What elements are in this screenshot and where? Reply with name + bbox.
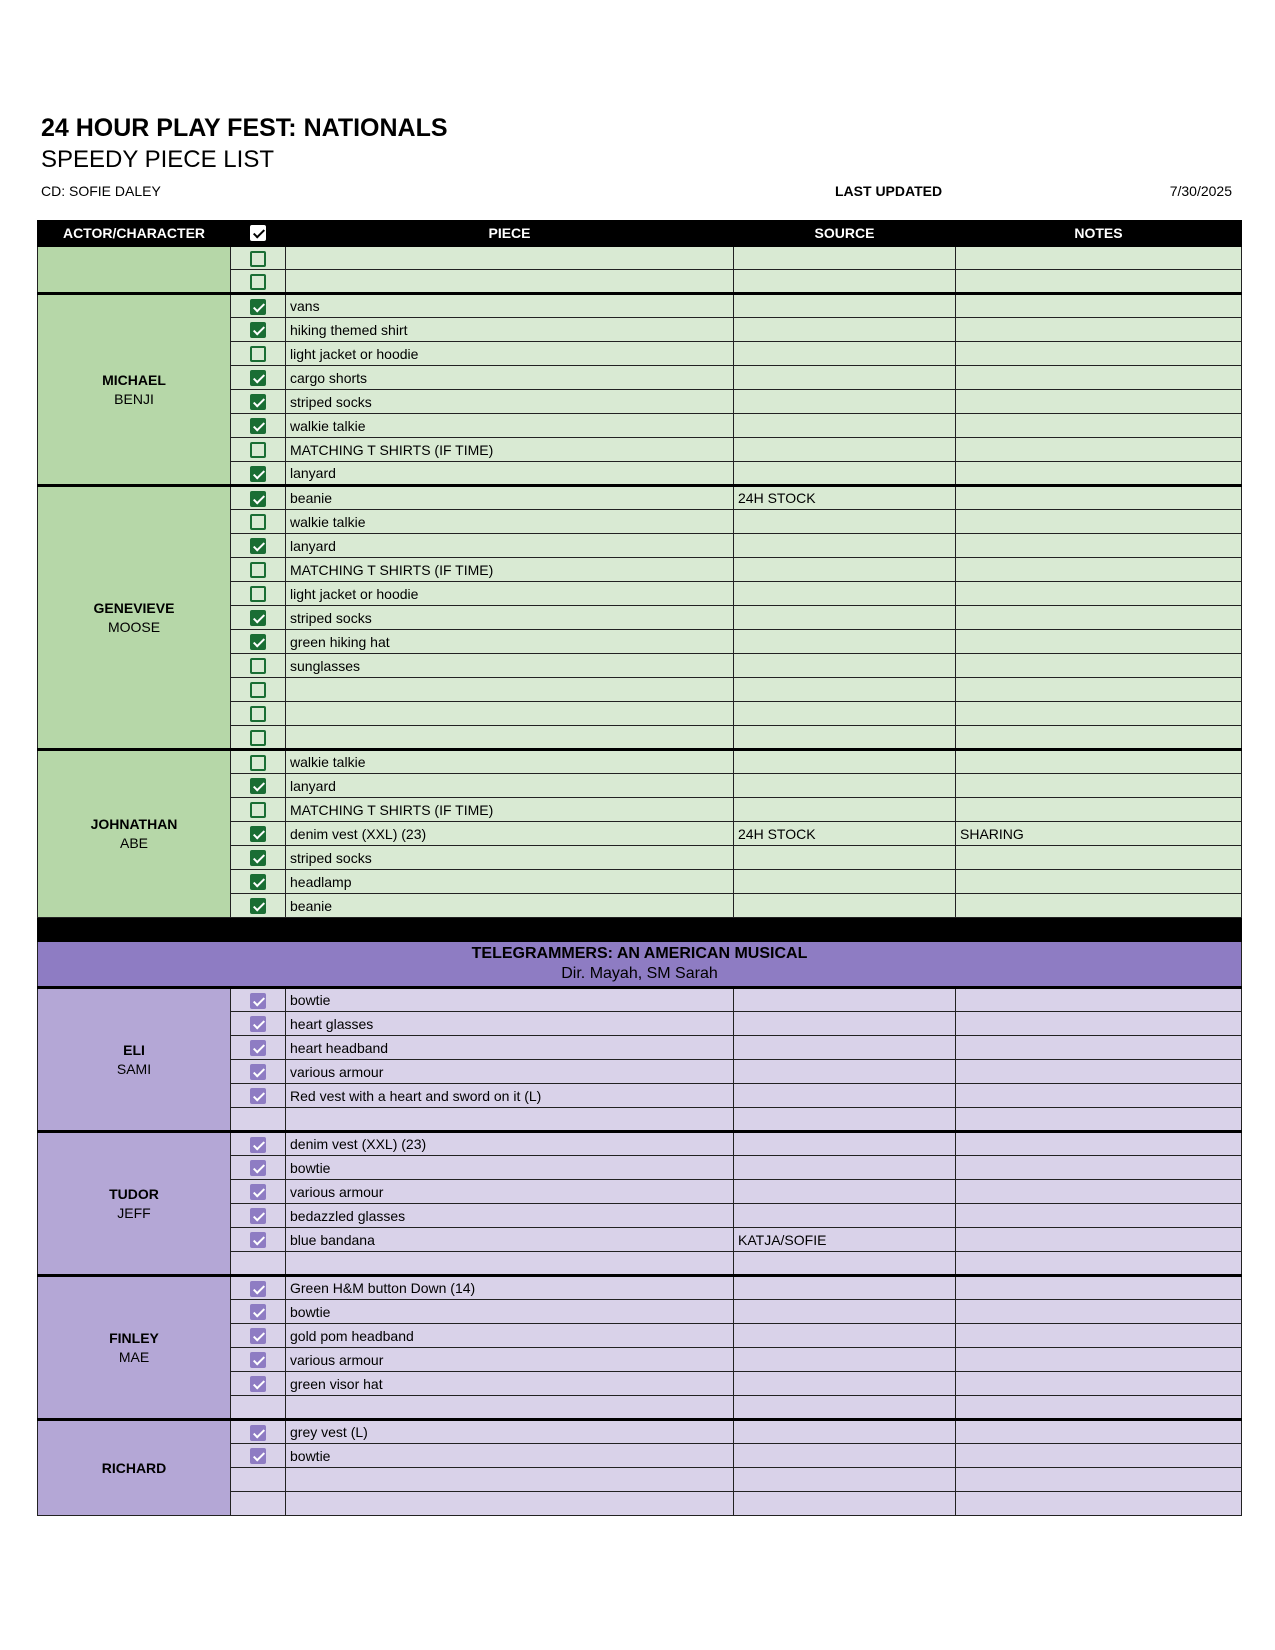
source-cell[interactable] <box>734 1108 956 1132</box>
piece-cell[interactable] <box>286 270 734 294</box>
checked-checkbox[interactable] <box>250 1448 266 1464</box>
check-cell <box>231 774 286 798</box>
check-cell <box>231 534 286 558</box>
header-row <box>38 221 1242 246</box>
check-cell <box>231 1132 286 1156</box>
check-cell <box>231 1324 286 1348</box>
check-cell <box>231 1492 286 1516</box>
check-cell <box>231 486 286 510</box>
source-cell[interactable] <box>734 606 956 630</box>
table-row <box>38 294 1242 318</box>
unchecked-checkbox[interactable] <box>250 274 266 290</box>
source-cell[interactable] <box>734 318 956 342</box>
table-row <box>38 486 1242 510</box>
notes-cell[interactable] <box>956 294 1242 318</box>
notes-cell[interactable] <box>956 1204 1242 1228</box>
check-cell <box>231 750 286 774</box>
check-cell <box>231 1036 286 1060</box>
source-cell[interactable] <box>734 1156 956 1180</box>
checked-checkbox[interactable] <box>250 1208 266 1224</box>
actor-cell <box>38 486 231 750</box>
notes-cell[interactable] <box>956 1012 1242 1036</box>
check-cell <box>231 558 286 582</box>
notes-cell[interactable] <box>956 678 1242 702</box>
notes-cell[interactable] <box>956 534 1242 558</box>
source-cell[interactable]: KATJA/SOFIE <box>734 1228 956 1252</box>
piece-cell[interactable] <box>286 678 734 702</box>
check-cell <box>231 870 286 894</box>
piece-list-table <box>37 220 1242 1516</box>
notes-cell[interactable] <box>956 750 1242 774</box>
piece-cell[interactable]: Green H&M button Down (14) <box>286 1276 734 1300</box>
piece-cell[interactable]: blue bandana <box>286 1228 734 1252</box>
check-cell <box>231 678 286 702</box>
actor-cell <box>38 1276 231 1420</box>
actor-name: MICHAEL <box>102 371 166 388</box>
source-cell[interactable] <box>734 1204 956 1228</box>
source-cell[interactable] <box>734 510 956 534</box>
piece-cell[interactable] <box>286 1396 734 1420</box>
source-cell[interactable]: 24H STOCK <box>734 822 956 846</box>
piece-cell[interactable]: various armour <box>286 1348 734 1372</box>
source-cell[interactable] <box>734 390 956 414</box>
check-cell <box>231 1468 286 1492</box>
piece-cell[interactable]: bowtie <box>286 988 734 1012</box>
check-cell <box>231 462 286 486</box>
source-cell[interactable] <box>734 726 956 750</box>
piece-cell[interactable]: walkie talkie <box>286 750 734 774</box>
check-cell <box>231 342 286 366</box>
actor-name: JOHNATHAN <box>90 816 178 832</box>
actor-cell <box>38 294 231 486</box>
notes-cell[interactable] <box>956 726 1242 750</box>
unchecked-checkbox[interactable] <box>250 514 266 530</box>
piece-cell[interactable]: Red vest with a heart and sword on it (L) <box>286 1084 734 1108</box>
piece-cell[interactable]: lanyard <box>286 774 734 798</box>
check-cell <box>231 582 286 606</box>
notes-cell[interactable] <box>956 894 1242 918</box>
check-cell <box>231 366 286 390</box>
checked-checkbox[interactable] <box>250 1184 266 1200</box>
meta-row <box>41 178 1235 204</box>
piece-cell[interactable]: heart glasses <box>286 1012 734 1036</box>
notes-cell[interactable] <box>956 988 1242 1012</box>
notes-cell[interactable] <box>956 1444 1242 1468</box>
source-cell[interactable] <box>734 1180 956 1204</box>
checked-checkbox[interactable] <box>250 491 266 507</box>
actor-name: TUDOR <box>109 1185 159 1202</box>
check-cell <box>231 822 286 846</box>
check-cell <box>231 1420 286 1444</box>
source-cell[interactable] <box>734 654 956 678</box>
checked-checkbox[interactable] <box>250 1328 266 1344</box>
piece-cell[interactable]: bedazzled glasses <box>286 1204 734 1228</box>
checked-checkbox[interactable] <box>250 993 266 1009</box>
piece-cell[interactable]: green visor hat <box>286 1372 734 1396</box>
source-cell[interactable] <box>734 1420 956 1444</box>
notes-cell[interactable] <box>956 1468 1242 1492</box>
piece-cell[interactable]: bowtie <box>286 1444 734 1468</box>
notes-cell[interactable] <box>956 1300 1242 1324</box>
actor-name: ELI <box>123 1041 145 1058</box>
notes-cell[interactable] <box>956 1036 1242 1060</box>
notes-cell[interactable] <box>956 1228 1242 1252</box>
piece-cell[interactable] <box>286 1468 734 1492</box>
source-cell[interactable] <box>734 438 956 462</box>
unchecked-checkbox[interactable] <box>250 251 266 267</box>
check-cell <box>231 1204 286 1228</box>
notes-cell[interactable] <box>956 1372 1242 1396</box>
source-cell[interactable] <box>734 846 956 870</box>
piece-cell[interactable]: grey vest (L) <box>286 1420 734 1444</box>
unchecked-checkbox[interactable] <box>250 442 266 458</box>
notes-cell[interactable] <box>956 438 1242 462</box>
check-cell <box>231 1276 286 1300</box>
character-name: SAMI <box>116 1060 152 1077</box>
source-cell[interactable] <box>734 1252 956 1276</box>
check-cell <box>231 1084 286 1108</box>
piece-cell[interactable]: various armour <box>286 1060 734 1084</box>
show-title: TELEGRAMMERS: AN AMERICAN MUSICAL <box>471 945 808 962</box>
checked-checkbox[interactable] <box>250 1064 266 1080</box>
divider-cell <box>38 918 1242 942</box>
check-cell <box>231 1180 286 1204</box>
col-notes-header: NOTES <box>956 221 1242 246</box>
checked-checkbox[interactable] <box>250 1281 266 1297</box>
notes-cell[interactable] <box>956 582 1242 606</box>
check-cell <box>231 318 286 342</box>
notes-cell[interactable] <box>956 318 1242 342</box>
piece-cell[interactable]: striped socks <box>286 606 734 630</box>
check-cell <box>231 414 286 438</box>
page-title: 24 HOUR PLAY FEST: NATIONALS <box>41 114 448 142</box>
character-name: ABE <box>119 835 148 851</box>
notes-cell[interactable] <box>956 246 1242 270</box>
notes-cell[interactable] <box>956 1492 1242 1516</box>
checked-checkbox[interactable] <box>250 610 266 626</box>
check-cell <box>231 1348 286 1372</box>
actor-cell <box>38 1132 231 1276</box>
source-cell[interactable] <box>734 462 956 486</box>
piece-cell[interactable]: heart headband <box>286 1036 734 1060</box>
source-cell[interactable] <box>734 894 956 918</box>
notes-cell[interactable] <box>956 1084 1242 1108</box>
notes-cell[interactable] <box>956 1180 1242 1204</box>
check-cell <box>231 390 286 414</box>
source-cell[interactable] <box>734 1276 956 1300</box>
notes-cell[interactable] <box>956 510 1242 534</box>
check-cell <box>231 1252 286 1276</box>
source-cell[interactable]: 24H STOCK <box>734 486 956 510</box>
unchecked-checkbox[interactable] <box>250 755 266 771</box>
actor-name: RICHARD <box>101 1459 167 1476</box>
show-title-row <box>38 942 1242 988</box>
piece-cell[interactable]: walkie talkie <box>286 414 734 438</box>
actor-name: GENEVIEVE <box>93 599 175 616</box>
source-cell[interactable] <box>734 1084 956 1108</box>
source-cell[interactable] <box>734 798 956 822</box>
unchecked-checkbox[interactable] <box>250 730 266 746</box>
check-cell <box>231 702 286 726</box>
checked-checkbox[interactable] <box>250 418 266 434</box>
costume-designer: CD: SOFIE DALEY <box>41 183 161 199</box>
source-cell[interactable] <box>734 558 956 582</box>
source-cell[interactable] <box>734 582 956 606</box>
actor-cell <box>38 246 231 294</box>
actor-cell <box>38 988 231 1132</box>
checked-checkbox[interactable] <box>250 394 266 410</box>
actor-cell <box>38 750 231 918</box>
notes-cell[interactable] <box>956 1156 1242 1180</box>
source-cell[interactable] <box>734 988 956 1012</box>
piece-cell[interactable]: headlamp <box>286 870 734 894</box>
col-actor-header: ACTOR/CHARACTER <box>38 221 231 246</box>
checked-checkbox[interactable] <box>250 1160 266 1176</box>
show-director: Dir. Mayah, SM Sarah <box>561 965 718 982</box>
last-updated-label: LAST UPDATED <box>835 183 943 199</box>
piece-cell[interactable] <box>286 726 734 750</box>
check-cell <box>231 1012 286 1036</box>
notes-cell[interactable] <box>956 1252 1242 1276</box>
piece-cell[interactable] <box>286 246 734 270</box>
checked-checkbox[interactable] <box>250 370 266 386</box>
piece-cell[interactable] <box>286 1252 734 1276</box>
col-source-header: SOURCE <box>734 221 956 246</box>
checked-checkbox[interactable] <box>250 1352 266 1368</box>
piece-cell[interactable]: beanie <box>286 486 734 510</box>
table-row <box>38 1420 1242 1444</box>
piece-cell[interactable]: sunglasses <box>286 654 734 678</box>
piece-cell[interactable]: lanyard <box>286 462 734 486</box>
table-row <box>38 988 1242 1012</box>
checked-checkbox[interactable] <box>250 1137 266 1153</box>
show-title-cell <box>38 942 1242 988</box>
check-cell <box>231 1396 286 1420</box>
checked-checkbox[interactable] <box>250 1232 266 1248</box>
source-cell[interactable] <box>734 342 956 366</box>
notes-cell[interactable] <box>956 606 1242 630</box>
checked-checkbox[interactable] <box>250 850 266 866</box>
notes-cell[interactable] <box>956 1060 1242 1084</box>
character-name: BENJI <box>114 390 154 407</box>
notes-cell[interactable] <box>956 654 1242 678</box>
piece-cell[interactable]: striped socks <box>286 390 734 414</box>
piece-cell[interactable]: striped socks <box>286 846 734 870</box>
checked-checkbox[interactable] <box>250 1088 266 1104</box>
check-cell <box>231 1060 286 1084</box>
notes-cell[interactable] <box>956 1276 1242 1300</box>
unchecked-checkbox[interactable] <box>250 346 266 362</box>
check-cell <box>231 1300 286 1324</box>
checked-checkbox[interactable] <box>250 299 266 315</box>
source-cell[interactable] <box>734 1300 956 1324</box>
check-cell <box>231 606 286 630</box>
unchecked-checkbox[interactable] <box>250 802 266 818</box>
table-row <box>38 1132 1242 1156</box>
checked-checkbox[interactable] <box>250 1040 266 1056</box>
check-cell <box>231 988 286 1012</box>
checked-checkbox[interactable] <box>250 634 266 650</box>
unchecked-checkbox[interactable] <box>250 586 266 602</box>
check-cell <box>231 654 286 678</box>
piece-cell[interactable]: MATCHING T SHIRTS (IF TIME) <box>286 558 734 582</box>
source-cell[interactable] <box>734 1396 956 1420</box>
checked-checkbox[interactable] <box>250 1376 266 1392</box>
source-cell[interactable] <box>734 750 956 774</box>
piece-cell[interactable]: bowtie <box>286 1300 734 1324</box>
notes-cell[interactable] <box>956 846 1242 870</box>
unchecked-checkbox[interactable] <box>250 562 266 578</box>
notes-cell[interactable] <box>956 1348 1242 1372</box>
source-cell[interactable] <box>734 1324 956 1348</box>
piece-cell[interactable] <box>286 1492 734 1516</box>
table-body <box>38 246 1242 1516</box>
source-cell[interactable] <box>734 294 956 318</box>
piece-cell[interactable]: MATCHING T SHIRTS (IF TIME) <box>286 438 734 462</box>
check-cell <box>231 246 286 270</box>
check-cell <box>231 294 286 318</box>
notes-cell[interactable] <box>956 414 1242 438</box>
source-cell[interactable] <box>734 1444 956 1468</box>
check-cell <box>231 270 286 294</box>
unchecked-checkbox[interactable] <box>250 682 266 698</box>
piece-list-sheet <box>36 220 1244 1530</box>
source-cell[interactable] <box>734 1492 956 1516</box>
source-cell[interactable] <box>734 630 956 654</box>
section-divider <box>38 918 1242 942</box>
character-name: MAE <box>118 1348 150 1365</box>
check-cell <box>231 1444 286 1468</box>
table-row <box>38 1276 1242 1300</box>
check-cell <box>231 630 286 654</box>
checked-checkbox[interactable] <box>250 1304 266 1320</box>
piece-cell[interactable]: vans <box>286 294 734 318</box>
notes-cell[interactable] <box>956 1108 1242 1132</box>
notes-cell[interactable] <box>956 798 1242 822</box>
source-cell[interactable] <box>734 678 956 702</box>
check-cell <box>231 846 286 870</box>
source-cell[interactable] <box>734 1012 956 1036</box>
piece-cell[interactable]: denim vest (XXL) (23) <box>286 1132 734 1156</box>
sheet-header <box>41 112 1235 204</box>
source-cell[interactable] <box>734 366 956 390</box>
notes-cell[interactable] <box>956 630 1242 654</box>
character-name: JEFF <box>117 1204 151 1221</box>
notes-cell[interactable] <box>956 270 1242 294</box>
notes-cell[interactable] <box>956 486 1242 510</box>
notes-cell[interactable] <box>956 342 1242 366</box>
source-cell[interactable] <box>734 1060 956 1084</box>
piece-cell[interactable] <box>286 1108 734 1132</box>
check-cell <box>231 1372 286 1396</box>
piece-cell[interactable]: beanie <box>286 894 734 918</box>
source-cell[interactable] <box>734 1348 956 1372</box>
check-cell <box>231 726 286 750</box>
check-cell <box>231 438 286 462</box>
source-cell[interactable] <box>734 1468 956 1492</box>
piece-cell[interactable]: bowtie <box>286 1156 734 1180</box>
notes-cell[interactable] <box>956 1396 1242 1420</box>
unchecked-checkbox[interactable] <box>250 658 266 674</box>
actor-name: FINLEY <box>109 1329 159 1346</box>
checked-checkbox[interactable] <box>250 778 266 794</box>
notes-cell[interactable]: SHARING <box>956 822 1242 846</box>
piece-cell[interactable]: light jacket or hoodie <box>286 342 734 366</box>
col-check-header <box>231 221 286 246</box>
source-cell[interactable] <box>734 870 956 894</box>
piece-cell[interactable]: gold pom headband <box>286 1324 734 1348</box>
checkbox-icon <box>250 225 266 241</box>
checked-checkbox[interactable] <box>250 874 266 890</box>
check-cell <box>231 1228 286 1252</box>
piece-cell[interactable] <box>286 702 734 726</box>
checked-checkbox[interactable] <box>250 538 266 554</box>
piece-cell[interactable]: lanyard <box>286 534 734 558</box>
source-cell[interactable] <box>734 246 956 270</box>
page-subtitle: SPEEDY PIECE LIST <box>41 146 274 173</box>
notes-cell[interactable] <box>956 774 1242 798</box>
table-row <box>38 750 1242 774</box>
piece-cell[interactable]: denim vest (XXL) (23) <box>286 822 734 846</box>
notes-cell[interactable] <box>956 702 1242 726</box>
source-cell[interactable] <box>734 1132 956 1156</box>
notes-cell[interactable] <box>956 870 1242 894</box>
source-cell[interactable] <box>734 702 956 726</box>
table-row <box>38 246 1242 270</box>
checked-checkbox[interactable] <box>250 1425 266 1441</box>
actor-cell <box>38 1420 231 1516</box>
check-cell <box>231 510 286 534</box>
col-piece-header: PIECE <box>286 221 734 246</box>
notes-cell[interactable] <box>956 366 1242 390</box>
character-name: MOOSE <box>107 618 161 635</box>
piece-cell[interactable]: various armour <box>286 1180 734 1204</box>
check-cell <box>231 1156 286 1180</box>
source-cell[interactable] <box>734 1036 956 1060</box>
source-cell[interactable] <box>734 774 956 798</box>
checked-checkbox[interactable] <box>250 898 266 914</box>
piece-cell[interactable]: light jacket or hoodie <box>286 582 734 606</box>
last-updated-date: 7/30/2025 <box>1169 183 1232 199</box>
unchecked-checkbox[interactable] <box>250 706 266 722</box>
piece-cell[interactable]: MATCHING T SHIRTS (IF TIME) <box>286 798 734 822</box>
check-cell <box>231 1108 286 1132</box>
source-cell[interactable] <box>734 270 956 294</box>
checked-checkbox[interactable] <box>250 1016 266 1032</box>
source-cell[interactable] <box>734 1372 956 1396</box>
notes-cell[interactable] <box>956 390 1242 414</box>
piece-cell[interactable]: cargo shorts <box>286 366 734 390</box>
piece-cell[interactable]: hiking themed shirt <box>286 318 734 342</box>
source-cell[interactable] <box>734 534 956 558</box>
notes-cell[interactable] <box>956 462 1242 486</box>
check-cell <box>231 894 286 918</box>
notes-cell[interactable] <box>956 1420 1242 1444</box>
notes-cell[interactable] <box>956 558 1242 582</box>
source-cell[interactable] <box>734 414 956 438</box>
piece-cell[interactable]: walkie talkie <box>286 510 734 534</box>
checked-checkbox[interactable] <box>250 826 266 842</box>
piece-cell[interactable]: green hiking hat <box>286 630 734 654</box>
checked-checkbox[interactable] <box>250 466 266 482</box>
notes-cell[interactable] <box>956 1324 1242 1348</box>
notes-cell[interactable] <box>956 1132 1242 1156</box>
checked-checkbox[interactable] <box>250 322 266 338</box>
check-cell <box>231 798 286 822</box>
